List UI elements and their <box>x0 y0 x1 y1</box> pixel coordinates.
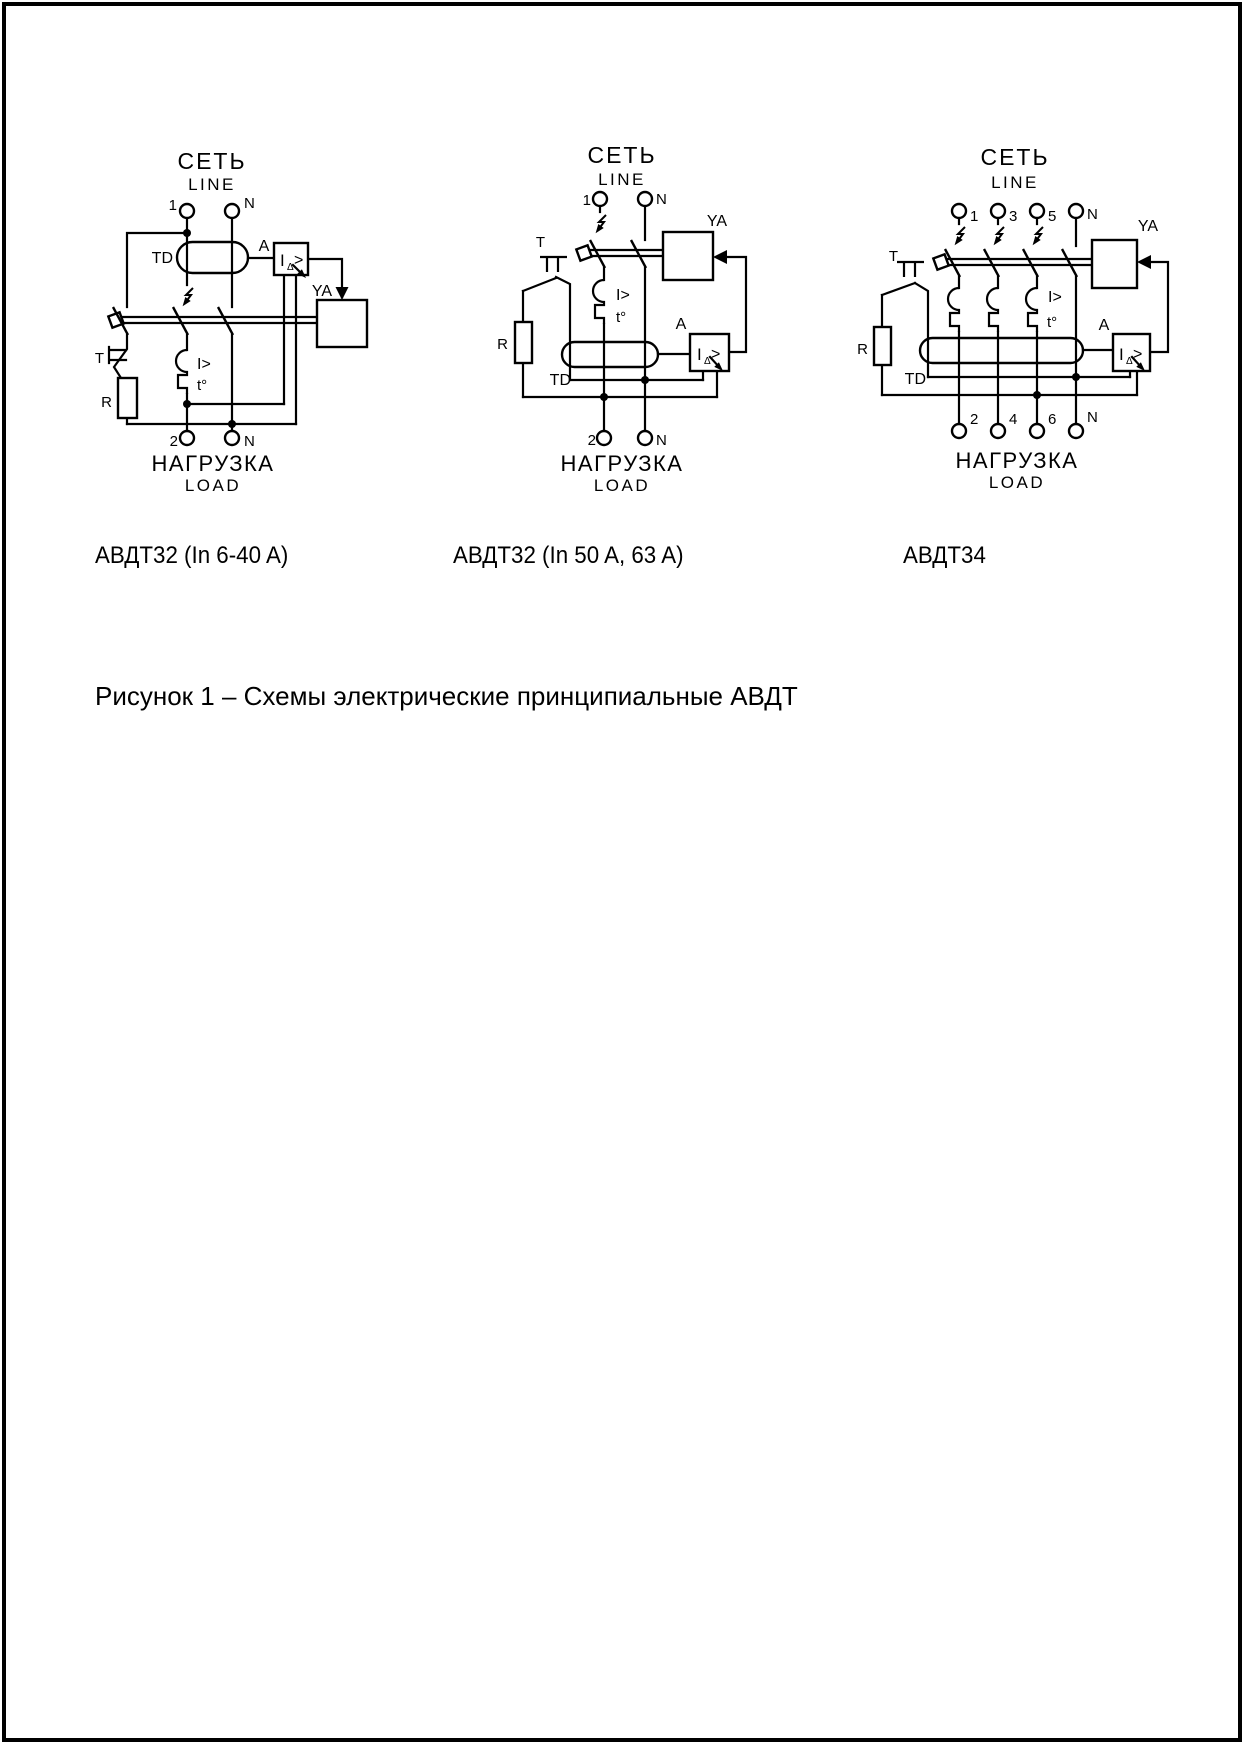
junction-dot <box>183 400 191 408</box>
junction-dot <box>600 393 608 401</box>
breaker-contact <box>984 249 999 277</box>
terminal-circle <box>638 192 652 206</box>
arrow-into-ya-icon <box>1137 255 1151 269</box>
relay-symbol-delta: Δ <box>704 356 711 367</box>
relay-symbol-delta: Δ <box>1126 356 1133 367</box>
td-label: TD <box>151 250 173 267</box>
terminal-circle <box>1069 204 1083 218</box>
load-sub-label: LOAD <box>184 476 242 495</box>
terminal-label: 1 <box>582 192 591 209</box>
diagram-avdt34 <box>857 144 1168 492</box>
load-label: НАГРУЗКА <box>955 448 1079 473</box>
breaker-contact <box>1062 249 1077 277</box>
terminal-label: 4 <box>1009 411 1018 428</box>
trip-bar-end-square <box>933 254 948 269</box>
load-label: НАГРУЗКА <box>560 451 684 476</box>
trip-bar <box>116 317 317 323</box>
terminal-label: 3 <box>1009 208 1018 225</box>
overcurrent-label: I> <box>197 356 211 373</box>
breaker-contact <box>218 307 233 335</box>
magnetic-release-arrow-icon <box>1033 227 1043 245</box>
relay-symbol-i: I <box>697 345 702 364</box>
test-button-label: T <box>888 248 898 265</box>
test-button-actuator-icon <box>540 257 567 272</box>
line-label: LINE <box>598 170 646 189</box>
relay-a-label: A <box>1098 317 1110 334</box>
terminal-circle <box>225 431 239 445</box>
thermal-overcurrent-element <box>1026 288 1037 332</box>
td-label: TD <box>904 371 926 388</box>
relay-a-label: A <box>258 238 270 255</box>
line-label: LINE <box>991 173 1039 192</box>
terminal-label: N <box>1087 409 1098 426</box>
terminal-label: 6 <box>1048 411 1057 428</box>
terminal-circle <box>225 204 239 218</box>
test-contact <box>882 283 915 295</box>
diagram-avdt32-50-63 <box>497 142 746 495</box>
terminal-label: 2 <box>970 411 979 428</box>
terminal-label: 2 <box>169 433 178 450</box>
breaker-contact <box>1023 249 1038 277</box>
thermal-overcurrent-element <box>593 280 604 324</box>
arrow-into-ya-icon <box>336 287 349 300</box>
terminal-label: N <box>244 195 255 212</box>
terminal-circle <box>1069 424 1083 438</box>
relay-a-label: A <box>675 316 687 333</box>
ya-solenoid-box <box>663 232 713 280</box>
terminal-label: N <box>1087 206 1098 223</box>
magnetic-release-arrow-icon <box>183 288 193 306</box>
net-label: СЕТЬ <box>177 148 247 174</box>
magnetic-release-arrow-icon <box>955 227 965 245</box>
breaker-contact <box>173 307 188 335</box>
junction-dot <box>641 376 649 384</box>
terminal-label: N <box>656 432 667 449</box>
test-resistor-box <box>874 327 891 365</box>
load-sub-label: LOAD <box>593 476 651 495</box>
resistor-label: R <box>857 341 868 358</box>
arrow-into-ya-icon <box>713 250 727 264</box>
test-resistor-box <box>515 322 532 363</box>
terminal-circle <box>1030 204 1044 218</box>
overcurrent-label: I> <box>1048 289 1062 306</box>
relay-symbol-gt: > <box>294 252 304 269</box>
breaker-contact <box>631 240 646 268</box>
diagram-caption-avdt32-50-63: АВДТ32 (In 50 A, 63 A) <box>453 542 684 569</box>
terminal-circle <box>952 204 966 218</box>
td-transformer-oval <box>920 338 1083 363</box>
thermal-overcurrent-element <box>987 288 998 332</box>
test-contact <box>523 278 556 291</box>
terminal-circle <box>952 424 966 438</box>
terminal-label: 5 <box>1048 208 1057 225</box>
test-button-label: T <box>535 234 545 251</box>
magnetic-release-arrow-icon <box>596 215 606 233</box>
terminal-circle <box>991 204 1005 218</box>
relay-symbol-delta: Δ <box>287 262 294 273</box>
magnetic-release-arrow-icon <box>994 227 1004 245</box>
test-button-actuator-icon <box>897 262 924 277</box>
thermal-label: t° <box>1047 314 1058 331</box>
td-label: TD <box>549 372 571 389</box>
net-label: СЕТЬ <box>980 144 1050 170</box>
load-label: НАГРУЗКА <box>151 451 275 476</box>
resistor-label: R <box>101 394 112 411</box>
terminal-circle <box>180 431 194 445</box>
load-sub-label: LOAD <box>988 473 1046 492</box>
terminal-circle <box>597 431 611 445</box>
test-resistor-box <box>118 378 137 418</box>
td-transformer-oval <box>562 342 658 367</box>
diagram-caption-avdt32-6-40: АВДТ32 (In 6-40 A) <box>95 542 289 569</box>
junction-dot <box>183 229 191 237</box>
terminal-circle <box>1030 424 1044 438</box>
line-label: LINE <box>188 175 236 194</box>
overcurrent-label: I> <box>616 287 630 304</box>
diagram-caption-avdt34: АВДТ34 <box>903 542 986 569</box>
junction-dot <box>1072 373 1080 381</box>
ya-label: YA <box>1137 218 1159 235</box>
thermal-label: t° <box>616 309 627 326</box>
trip-bar-end-square <box>576 245 591 260</box>
terminal-label: 1 <box>970 208 979 225</box>
ya-label: YA <box>311 283 333 300</box>
relay-symbol-gt: > <box>711 346 721 363</box>
test-button-label: T <box>94 350 104 367</box>
net-label: СЕТЬ <box>587 142 657 168</box>
terminal-label: N <box>244 433 255 450</box>
ya-solenoid-box <box>317 300 367 347</box>
terminal-circle <box>180 204 194 218</box>
breaker-contact <box>590 240 605 268</box>
terminal-label: 1 <box>168 197 177 214</box>
ya-solenoid-box <box>1092 240 1137 288</box>
terminal-circle <box>638 431 652 445</box>
thermal-overcurrent-element <box>176 350 187 394</box>
terminal-label: N <box>656 191 667 208</box>
terminal-circle <box>991 424 1005 438</box>
relay-symbol-i: I <box>280 251 285 270</box>
relay-symbol-gt: > <box>1133 346 1143 363</box>
terminal-label: 2 <box>587 432 596 449</box>
terminal-circle <box>593 192 607 206</box>
resistor-label: R <box>497 336 508 353</box>
relay-symbol-i: I <box>1119 345 1124 364</box>
diagram-avdt32-6-40 <box>95 148 367 495</box>
junction-dot <box>1033 391 1041 399</box>
thermal-overcurrent-element <box>948 288 959 332</box>
thermal-label: t° <box>197 377 208 394</box>
junction-dot <box>228 420 236 428</box>
ya-label: YA <box>706 213 728 230</box>
figure-caption: Рисунок 1 – Схемы электрические принципиальные АВДТ <box>95 681 798 711</box>
